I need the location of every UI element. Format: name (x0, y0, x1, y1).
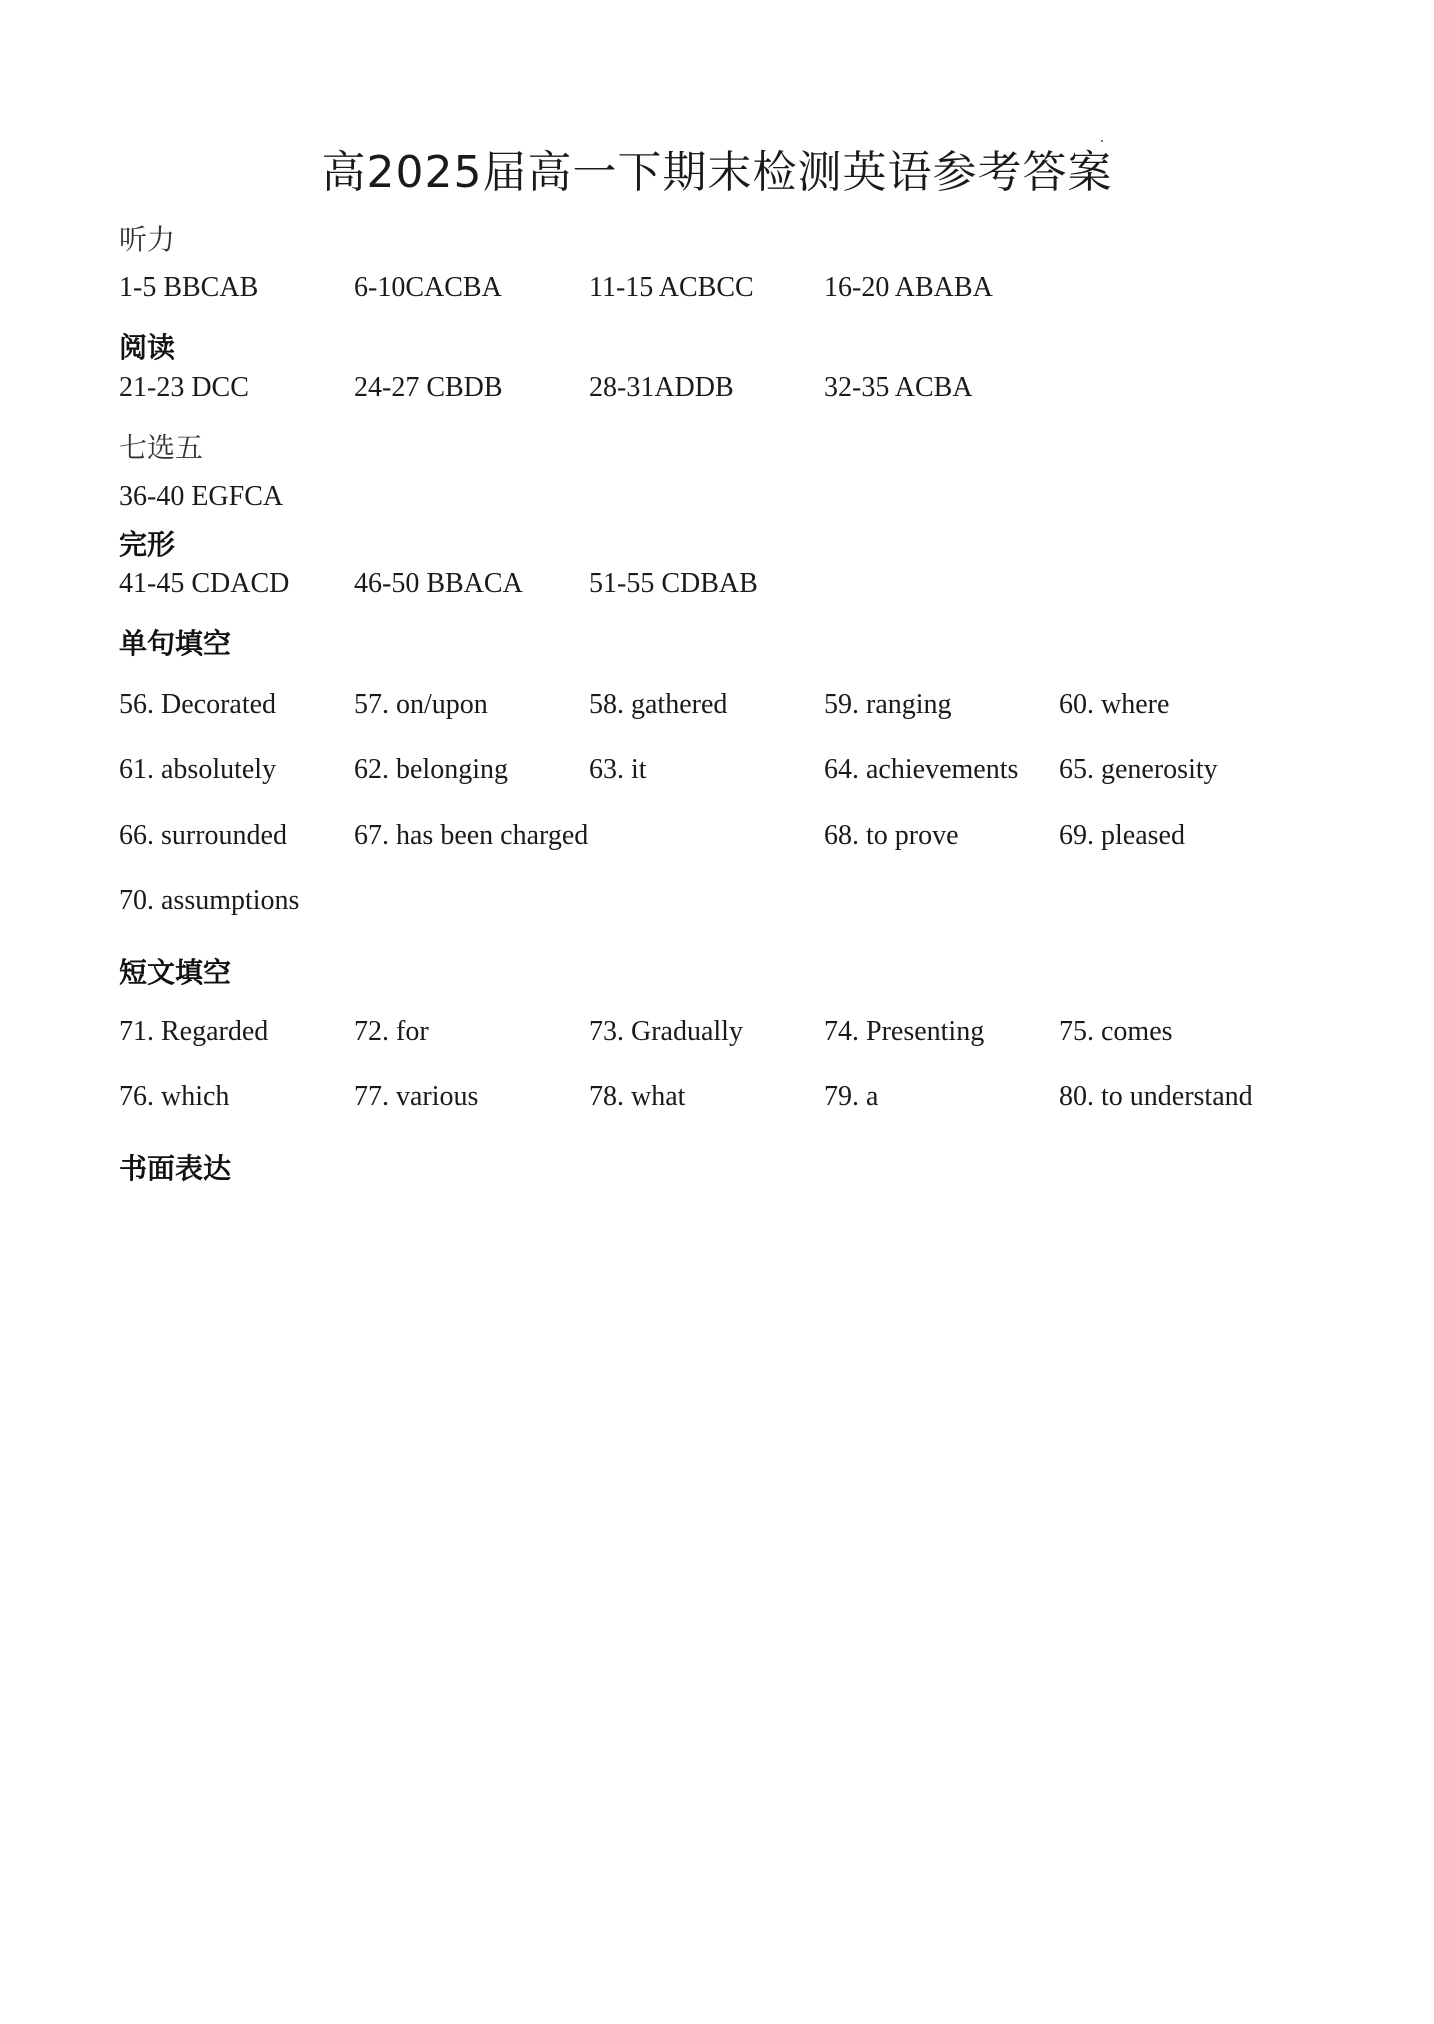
answer-item: 80. to understand (1059, 1081, 1253, 1112)
answer-item: 77. various (354, 1081, 479, 1112)
answer-group: 1-5 BBCAB (119, 272, 259, 303)
answer-group: 46-50 BBACA (354, 568, 523, 599)
answer-item: 74. Presenting (824, 1016, 985, 1047)
answer-group: 51-55 CDBAB (589, 568, 758, 599)
answer-item: 66. surrounded (119, 820, 287, 851)
answer-item: 56. Decorated (119, 689, 277, 720)
answer-group: 16-20 ABABA (824, 272, 993, 303)
answer-item: 78. what (589, 1081, 686, 1112)
answer-row-sentence-fill-2 (119, 754, 1339, 790)
section-heading-listening: 听力 (119, 223, 176, 256)
answer-item: 69. pleased (1059, 820, 1185, 851)
scan-dot (1101, 140, 1103, 142)
answer-row-passage-fill-1 (119, 1016, 1339, 1052)
answer-group: 36-40 EGFCA (119, 481, 284, 512)
answer-item: 79. a (824, 1081, 879, 1112)
answer-row-seven-choose-five (119, 481, 1339, 517)
answer-item: 61. absolutely (119, 754, 277, 785)
answer-item: 67. has been charged (354, 820, 589, 851)
answer-group: 6-10CACBA (354, 272, 502, 303)
answer-group: 11-15 ACBCC (589, 272, 754, 303)
answer-item: 71. Regarded (119, 1016, 269, 1047)
answer-row-sentence-fill-4 (119, 885, 1339, 921)
section-heading-passage-fill: 短文填空 (119, 956, 232, 989)
answer-item: 60. where (1059, 689, 1170, 720)
answer-item: 58. gathered (589, 689, 728, 720)
answer-row-sentence-fill-3 (119, 820, 1339, 856)
answer-group: 28-31ADDB (589, 372, 734, 403)
answer-item: 76. which (119, 1081, 230, 1112)
answer-row-passage-fill-2 (119, 1081, 1339, 1117)
answer-item: 73. Gradually (589, 1016, 743, 1047)
section-heading-cloze: 完形 (119, 528, 176, 561)
section-heading-sentence-fill: 单句填空 (119, 627, 232, 660)
answer-item: 62. belonging (354, 754, 508, 785)
answer-item: 72. for (354, 1016, 429, 1047)
page-title: 高2025届高一下期末检测英语参考答案 (321, 147, 1113, 198)
answer-item: 65. generosity (1059, 754, 1218, 785)
answer-item: 63. it (589, 754, 647, 785)
answer-item: 70. assumptions (119, 885, 300, 916)
answer-row-listening (119, 272, 1339, 308)
answer-group: 24-27 CBDB (354, 372, 503, 403)
section-heading-seven-choose-five: 七选五 (119, 431, 204, 464)
answer-item: 57. on/upon (354, 689, 488, 720)
answer-group: 21-23 DCC (119, 372, 249, 403)
answer-group: 32-35 ACBA (824, 372, 973, 403)
section-heading-reading: 阅读 (119, 331, 176, 364)
section-heading-writing: 书面表达 (119, 1152, 232, 1185)
answer-item: 64. achievements (824, 754, 1019, 785)
answer-item: 75. comes (1059, 1016, 1173, 1047)
answer-item: 59. ranging (824, 689, 952, 720)
answer-row-sentence-fill-1 (119, 689, 1339, 725)
answer-item: 68. to prove (824, 820, 959, 851)
answer-group: 41-45 CDACD (119, 568, 290, 599)
answer-row-reading (119, 372, 1339, 408)
answer-row-cloze (119, 568, 1339, 604)
